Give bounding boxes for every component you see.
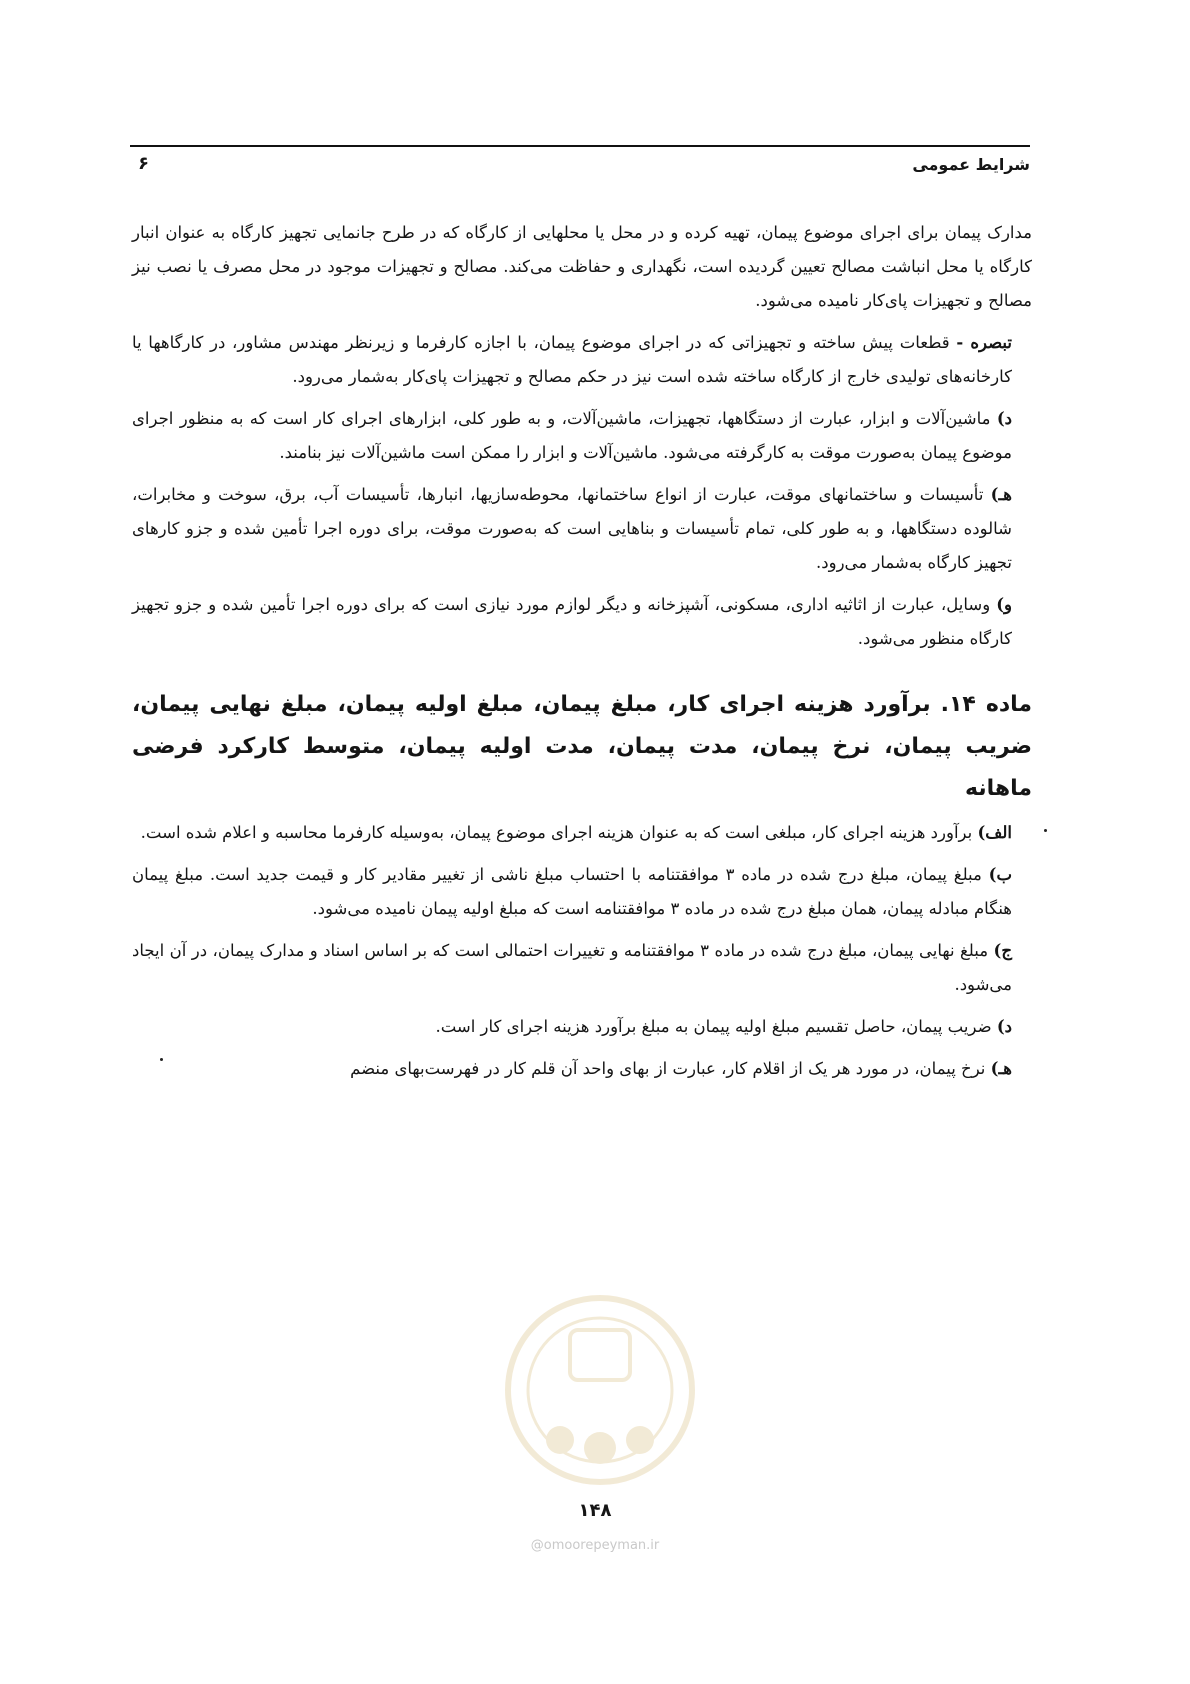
item-text-he-2: نرخ پیمان، در مورد هر یک از اقلام کار، عبارت از بهای واحد آن قلم کار در فهرست‌بهای منضم [350,1059,986,1078]
item-text-jim: مبلغ نهایی پیمان، مبلغ درج شده در ماده ۳ موافقتنامه و تغییرات احتمالی است که بر اساس اسناد و مدارک پیمان، در آن ایجاد می‌شود. [132,941,1012,994]
item-text-he: تأسیسات و ساختمانهای موقت، عبارت از انواع ساختمانها، محوطه‌سازیها، انبارها، تأسیسات آب، برق، سوخت و مخابرات، شالوده دستگاهها، و به طور کلی، تمام تأسیسات و بناهایی است که به‌صورت موقت، برای دوره اجرا تأمین شده و جزو کارهای تجهیز کارگاه به‌شمار می‌رود. [132,485,1012,572]
item-label-dal-2: د) [996,1017,1012,1036]
footer-page-number: ۱۴۸ [578,1500,612,1521]
paragraph-alef [132,816,1032,850]
watermark-url: @omoorepeyman.ir [530,1538,660,1553]
page-body [132,216,1032,1094]
running-header-title: شرایط عمومی [912,155,1030,174]
watermark-logo-icon [500,1290,700,1490]
paragraph-note [132,326,1032,394]
item-label-dal: د) [996,409,1012,428]
item-text-be: مبلغ پیمان، مبلغ درج شده در ماده ۳ موافقتنامه با احتساب مبلغ ناشی از تغییر مقادیر کار و قیمت جدید است. مبلغ پیمان هنگام مبادله پیمان، همان مبلغ درج شده در ماده ۳ موافقتنامه است که مبلغ اولیه پیمان نامیده می‌شود. [132,865,1012,918]
item-label-he-2: هـ) [990,1059,1012,1078]
note-text: قطعات پیش ساخته و تجهیزاتی که در اجرای موضوع پیمان، با اجازه کارفرما و زیرنظر مهندس مشاور، در کارگاهها یا کارخانه‌های تولیدی خارج از کارگاه ساخته شده است نیز در حکم مصالح و تجهیزات پای‌کار به‌شمار می‌رود. [132,333,1012,386]
item-label-alef: الف) [977,823,1012,842]
article-14-heading: ماده ۱۴. برآورد هزینه اجرای کار، مبلغ پیمان، مبلغ اولیه پیمان، مبلغ نهایی پیمان، ضریب پیمان، نرخ پیمان، مدت پیمان، مدت اولیه پیمان، متوسط کارکرد فرضی ماهانه [132,692,1032,801]
item-label-be: ب) [988,865,1012,884]
paragraph-jim [132,934,1032,1002]
paragraph-vav [132,588,1032,656]
item-text-vav: وسایل، عبارت از اثاثیه اداری، مسکونی، آشپزخانه و دیگر لوازم مورد نیازی است که برای دوره اجرا تأمین شده و جزو تجهیز کارگاه منظور می‌شود. [132,595,1012,648]
item-text-dal: ماشین‌آلات و ابزار، عبارت از دستگاهها، تجهیزات، ماشین‌آلات، و به طور کلی، ابزارهای اجرای کار است که به منظور اجرای موضوع پیمان به‌صورت موقت به کارگرفته می‌شود. ماشین‌آلات و ابزار را ممکن است ماشین‌آلات نیز بنامند. [132,409,1012,462]
scan-speck [160,1058,163,1061]
paragraph-he-2 [132,1052,1032,1086]
item-text-alef: برآورد هزینه اجرای کار، مبلغی است که به عنوان هزینه اجرای موضوع پیمان، به‌وسیله کارفرما محاسبه و اعلام شده است. [140,823,973,842]
running-header-page-number: ۶ [138,153,149,174]
item-label-he: هـ) [990,485,1012,504]
paragraph-dal [132,402,1032,470]
page-header [130,145,1030,179]
item-label-vav: و) [996,595,1012,614]
item-label-jim: ج) [993,941,1012,960]
paragraph-dal-2 [132,1010,1032,1044]
scan-speck [1044,829,1047,832]
paragraph-be [132,858,1032,926]
item-text-dal-2: ضریب پیمان، حاصل تقسیم مبلغ اولیه پیمان به مبلغ برآورد هزینه اجرای کار است. [435,1017,992,1036]
paragraph-1: مدارک پیمان برای اجرای موضوع پیمان، تهیه کرده و در محل یا محلهایی از کارگاه که در طرح جانمایی تجهیز کارگاه به عنوان انبار کارگاه یا محل انباشت مصالح تعیین گردیده است، نگهداری و حفاظت می‌کند. مصالح و تجهیزات موجود در محل مصرف یا نصب نیز مصالح و تجهیزات پای‌کار نامیده می‌شود. [132,223,1032,310]
note-label: تبصره - [956,333,1012,352]
paragraph-he [132,478,1032,580]
